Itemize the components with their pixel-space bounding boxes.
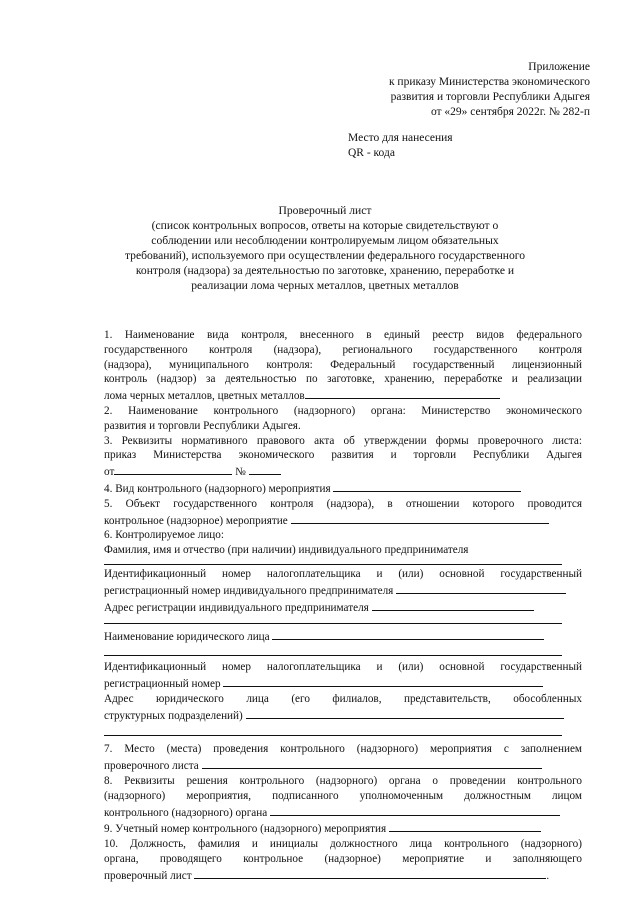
title-line: требований), используемого при осуществлении федерального государственного (124, 249, 526, 262)
qr-placeholder (348, 131, 508, 161)
appendix-header (330, 60, 590, 120)
item-6-inn-line (104, 582, 582, 599)
item-5-line: 5. Объект государственного контроля (надзора), в отношении которого проводится (104, 497, 582, 510)
item-6-org-address-text: структурных подразделений) (104, 709, 243, 722)
item-6: 6. Контролируемое лицо: (104, 529, 224, 542)
item-3-line: 3. Реквизиты нормативного правового акта об утверждении формы проверочного листа: (104, 434, 582, 447)
title-line: реализации лома черных металлов, цветных металлов (191, 279, 459, 292)
item-5-line (104, 512, 582, 529)
appendix-date-number: от «29» сентября 2022г. № 282-п (430, 106, 590, 118)
appendix-order-ref: к приказу Министерства экономического (388, 76, 590, 88)
item-6-org-name-text: Наименование юридического лица (104, 631, 270, 644)
item-2-line: 2. Наименование контрольного (надзорного) органа: Министерство экономического (104, 404, 582, 417)
item-6-address (104, 599, 582, 616)
item-1-line: 1. Наименование вида контроля, внесенного в единый реестр видов федерального (104, 329, 582, 341)
item-1-line: государственного контроля (надзора), регионального государственного контроля (104, 343, 582, 356)
fill-line[interactable] (202, 757, 542, 769)
fill-line[interactable] (114, 463, 232, 475)
fill-line[interactable] (291, 512, 549, 524)
fill-line[interactable] (104, 615, 562, 624)
item-5-text: контрольное (надзорное) мероприятие (104, 514, 288, 527)
item-8-line (104, 804, 582, 821)
item-9-text: 9. Учетный номер контрольного (надзорного) мероприятия (104, 823, 387, 836)
item-1-line: (надзора), муниципального контроля: Федеральный государственный лицензионный (104, 358, 582, 371)
item-6-org-address-line (104, 707, 582, 724)
item-3-number: № (235, 466, 246, 479)
fill-line[interactable] (104, 645, 562, 656)
item-6-org-inn-text: регистрационный номер (104, 677, 221, 690)
item-2-line: развития и торговли Республики Адыгея. (104, 419, 301, 432)
fill-line[interactable] (396, 582, 566, 594)
fill-line[interactable] (249, 463, 281, 475)
item-3-from: от (104, 466, 115, 479)
fill-line[interactable] (389, 820, 541, 832)
fill-line[interactable] (194, 867, 546, 879)
fill-line[interactable] (372, 599, 534, 611)
document-title (100, 203, 550, 293)
item-6-fio: Фамилия, имя и отчество (при наличии) индивидуального предпринимателя (104, 544, 469, 557)
appendix-title: Приложение (528, 61, 590, 73)
item-3-requisites (104, 463, 582, 480)
title-line: соблюдении или несоблюдении контролируемым лицом обязательных (151, 234, 499, 247)
title-heading: Проверочный лист (278, 204, 372, 217)
item-8-line: 8. Реквизиты решения контрольного (надзорного) органа о проведении контрольного (104, 774, 582, 787)
item-6-inn-line: Идентификационный номер налогоплательщика и (или) основной государственный (104, 567, 582, 580)
checklist-body (104, 328, 582, 884)
item-6-inn-text: регистрационный номер индивидуального предпринимателя (104, 584, 394, 597)
item-6-org-inn-line (104, 675, 582, 692)
title-line: контроля (надзора) за деятельностью по заготовке, хранению, переработке и (135, 264, 515, 277)
qr-code-label: QR - кода (348, 147, 395, 159)
item-4 (104, 480, 582, 497)
item-7-text: проверочного листа (104, 760, 199, 773)
item-7-line: 7. Место (места) проведения контрольного (надзорного) мероприятия с заполнением (104, 743, 582, 756)
item-4-text: 4. Вид контрольного (надзорного) мероприятия (104, 482, 331, 495)
title-line: (список контрольных вопросов, ответы на которые свидетельствуют о (151, 219, 499, 232)
item-10-text: проверочный лист (104, 869, 192, 882)
item-3-line: приказ Министерства экономического развития и торговли Республики Адыгея (104, 449, 582, 462)
fill-line[interactable] (270, 804, 560, 816)
item-1-text: лома черных металлов, цветных металлов (104, 390, 305, 403)
item-10-line: 10. Должность, фамилия и инициалы должностного лица контрольного (надзорного) (104, 838, 582, 851)
qr-label: Место для нанесения (348, 132, 453, 144)
item-6-address-text: Адрес регистрации индивидуального предпринимателя (104, 601, 369, 614)
fill-line[interactable] (223, 675, 543, 687)
item-8-line: (надзорного) мероприятия, подписанного уполномоченным должностным лицом (104, 789, 582, 802)
item-9 (104, 820, 582, 837)
item-6-org-inn-line: Идентификационный номер налогоплательщика и (или) основной государственный (104, 661, 582, 674)
item-10-line: органа, проводящего контрольное (надзорное) мероприятие и заполняющего (104, 852, 582, 865)
item-10-line: проверочный лист . (104, 867, 582, 884)
item-6-org-address-line: Адрес юридического лица (его филиалов, представительств, обособленных (104, 692, 582, 705)
appendix-ministry: развития и торговли Республики Адыгея (390, 91, 590, 103)
fill-line[interactable] (104, 558, 562, 565)
fill-line[interactable] (305, 387, 500, 399)
fill-line[interactable] (104, 723, 562, 736)
item-1-last-line (104, 387, 582, 404)
item-6-org-name (104, 628, 582, 645)
item-1-line: контроль (надзор) за деятельностью по заготовке, хранению, переработке и реализации (104, 373, 582, 386)
fill-line[interactable] (246, 707, 564, 719)
fill-line[interactable] (272, 628, 544, 640)
item-7-line (104, 757, 582, 774)
fill-line[interactable] (333, 480, 521, 492)
item-8-text: контрольного (надзорного) органа (104, 806, 268, 819)
